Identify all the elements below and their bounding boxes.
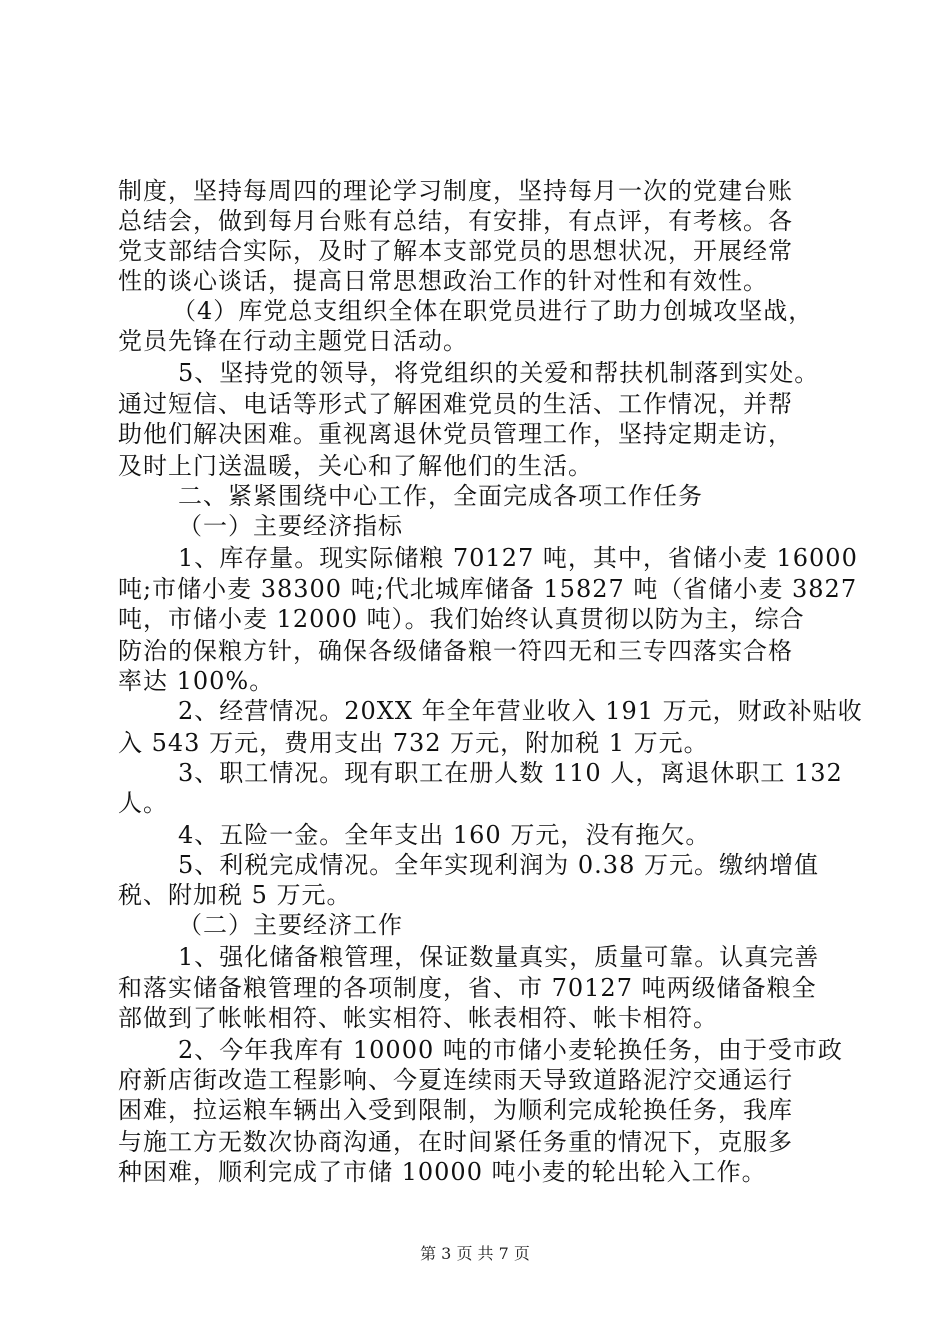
text-line: 率达 100%。 [118, 667, 275, 695]
text-line: 4、五险一金。全年支出 160 万元，没有拖欠。 [178, 821, 711, 849]
text-line: 和落实储备粮管理的各项制度，省、市 70127 吨两级储备粮全 [118, 974, 817, 1002]
text-line: 5、坚持党的领导，将党组织的关爱和帮扶机制落到实处。 [178, 359, 820, 387]
text-line: 防治的保粮方针，确保各级储备粮一符四无和三专四落实合格 [118, 637, 793, 665]
text-line: 5、利税完成情况。全年实现利润为 0.38 万元。缴纳增值 [178, 851, 819, 879]
section-heading: 二、紧紧围绕中心工作，全面完成各项工作任务 [178, 482, 703, 510]
text-line: 及时上门送温暖，关心和了解他们的生活。 [118, 452, 593, 480]
text-line: 与施工方无数次协商沟通，在时间紧任务重的情况下，克服多 [118, 1128, 793, 1156]
text-line: 党员先锋在行动主题党日活动。 [118, 327, 468, 355]
text-line: 制度，坚持每周四的理论学习制度，坚持每月一次的党建台账 [118, 177, 793, 205]
page-footer: 第 3 页 共 7 页 [420, 1244, 530, 1263]
text-line: 党支部结合实际，及时了解本支部党员的思想状况，开展经常 [118, 237, 793, 265]
subsection-heading: （一）主要经济指标 [178, 512, 403, 540]
text-line: 人。 [118, 789, 168, 817]
text-line: 种困难，顺利完成了市储 10000 吨小麦的轮出轮入工作。 [118, 1158, 767, 1186]
text-line: 税、附加税 5 万元。 [118, 881, 352, 909]
text-line: 2、经营情况。20XX 年全年营业收入 191 万元，财政补贴收 [178, 697, 863, 725]
text-line: （4）库党总支组织全体在职党员进行了助力创城攻坚战， [172, 297, 814, 325]
subsection-heading: （二）主要经济工作 [178, 911, 403, 939]
text-line: 助他们解决困难。重视离退休党员管理工作，坚持定期走访， [118, 420, 793, 448]
text-line: 困难，拉运粮车辆出入受到限制，为顺利完成轮换任务，我库 [118, 1096, 793, 1124]
text-line: 吨;市储小麦 38300 吨;代北城库储备 15827 吨（省储小麦 3827 [118, 575, 858, 603]
text-line: 吨，市储小麦 12000 吨）。我们始终认真贯彻以防为主，综合 [118, 605, 805, 633]
text-line: 总结会，做到每月台账有总结，有安排，有点评，有考核。各 [118, 207, 793, 235]
text-line: 性的谈心谈话，提高日常思想政治工作的针对性和有效性。 [118, 267, 768, 295]
text-line: 3、职工情况。现有职工在册人数 110 人，离退休职工 132 [178, 759, 843, 787]
text-line: 入 543 万元，费用支出 732 万元，附加税 1 万元。 [118, 729, 709, 757]
text-line: 1、强化储备粮管理，保证数量真实，质量可靠。认真完善 [178, 943, 820, 971]
text-line: 2、今年我库有 10000 吨的市储小麦轮换任务，由于受市政 [178, 1036, 843, 1064]
text-line: 通过短信、电话等形式了解困难党员的生活、工作情况，并帮 [118, 390, 793, 418]
text-line: 府新店街改造工程影响、今夏连续雨天导致道路泥泞交通运行 [118, 1066, 793, 1094]
text-line: 1、库存量。现实际储粮 70127 吨，其中，省储小麦 16000 [178, 544, 858, 572]
text-line: 部做到了帐帐相符、帐实相符、帐表相符、帐卡相符。 [118, 1004, 718, 1032]
